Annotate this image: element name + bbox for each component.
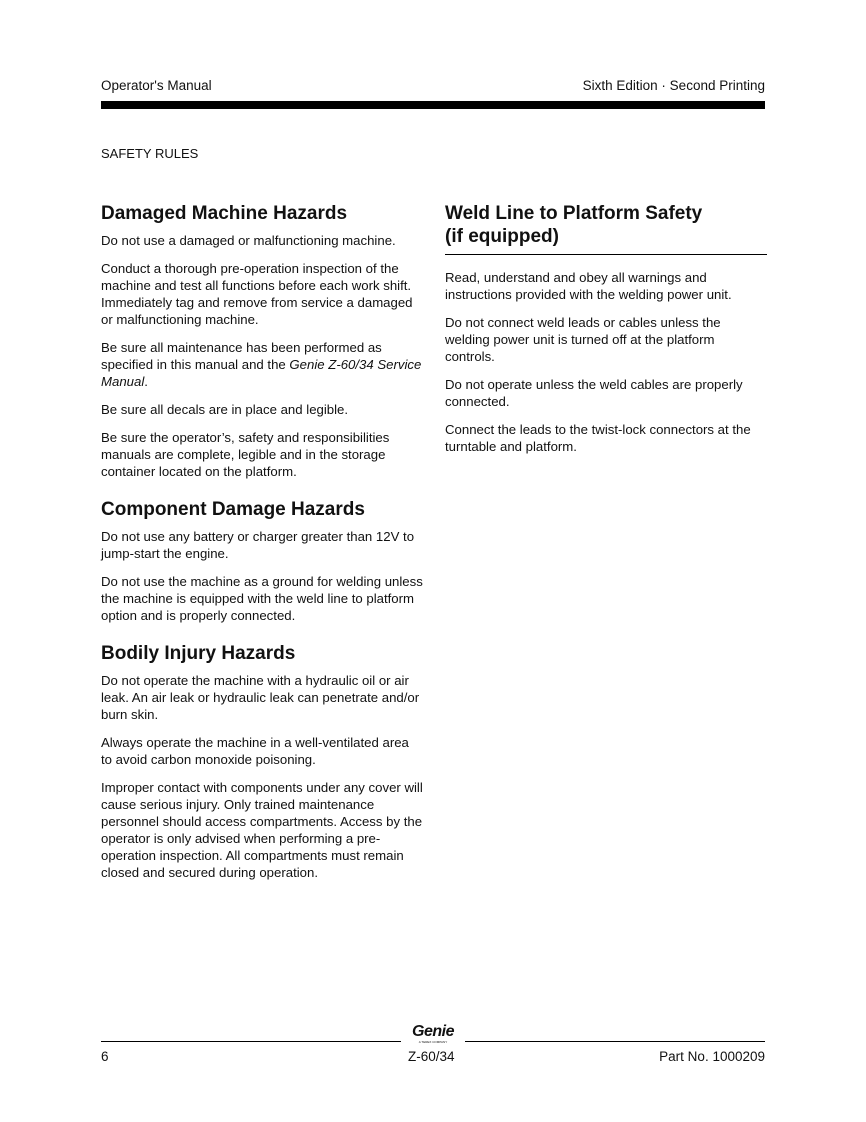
- paragraph: Do not use the machine as a ground for welding unless the machine is equipped with the weld line to platform option and is properly connected.: [101, 574, 423, 623]
- text: .: [144, 374, 148, 389]
- paragraph: [101, 339, 423, 390]
- paragraph: Do not connect weld leads or cables unless the welding power unit is turned off at the platform controls.: [445, 315, 721, 364]
- logo-subtext: A TEREX COMPANY: [418, 1040, 448, 1044]
- paragraph: Do not operate the machine with a hydraulic oil or air leak. An air leak or hydraulic leak can penetrate and/or burn skin.: [101, 673, 420, 722]
- heading-rule: [445, 254, 767, 255]
- paragraph: Connect the leads to the twist-lock connectors at the turntable and platform.: [445, 422, 751, 454]
- paragraph: Improper contact with components under any cover will cause serious injury. Only trained maintenance personnel should access compartments. Access by the operator is only advised when performing a pre-operation inspection. All compartments must remain closed and secured during operation.: [101, 780, 423, 880]
- right-column: [445, 202, 767, 466]
- paragraph: Do not operate unless the weld cables are properly connected.: [445, 377, 743, 409]
- paragraph: Conduct a thorough pre-operation inspection of the machine and test all functions before each work shift. Immediately tag and remove from service a damaged or malfunctioning machine.: [101, 261, 413, 327]
- footer-rule-left: [101, 1041, 401, 1042]
- text: Be sure all maintenance has been performed as specified in this manual and the: [101, 340, 382, 372]
- service-manual-title: Genie Z-60/34 Service Manual: [101, 357, 422, 389]
- logo-text: Genie: [412, 1023, 454, 1040]
- page-number: 6: [101, 1049, 109, 1064]
- left-column: [101, 202, 423, 892]
- paragraph: Be sure all decals are in place and legible.: [101, 402, 349, 417]
- heading-weld-line: [445, 202, 767, 248]
- paragraph: Do not use a damaged or malfunctioning machine.: [101, 233, 396, 248]
- header-manual-title: Operator's Manual: [101, 78, 212, 93]
- heading-line: (if equipped): [445, 226, 559, 247]
- footer-rule-right: [465, 1041, 765, 1042]
- model-number: Z-60/34: [408, 1049, 455, 1064]
- paragraph: Read, understand and obey all warnings and instructions provided with the welding power unit.: [445, 270, 732, 302]
- part-number: Part No. 1000209: [659, 1049, 765, 1064]
- paragraph: Be sure the operator’s, safety and responsibilities manuals are complete, legible and in the storage container located on the platform.: [101, 430, 390, 479]
- header-rule: [101, 101, 765, 109]
- heading-component-damage: Component Damage Hazards: [101, 499, 365, 520]
- heading-damaged-machine: Damaged Machine Hazards: [101, 203, 348, 224]
- genie-logo: [406, 1024, 460, 1044]
- heading-line: Weld Line to Platform Safety: [445, 203, 703, 224]
- heading-bodily-injury: Bodily Injury Hazards: [101, 643, 296, 664]
- paragraph: Always operate the machine in a well-ventilated area to avoid carbon monoxide poisoning.: [101, 735, 409, 767]
- header-edition: Sixth Edition · Second Printing: [582, 78, 765, 93]
- section-title: SAFETY RULES: [101, 146, 199, 161]
- paragraph: Do not use any battery or charger greater than 12V to jump-start the engine.: [101, 529, 415, 561]
